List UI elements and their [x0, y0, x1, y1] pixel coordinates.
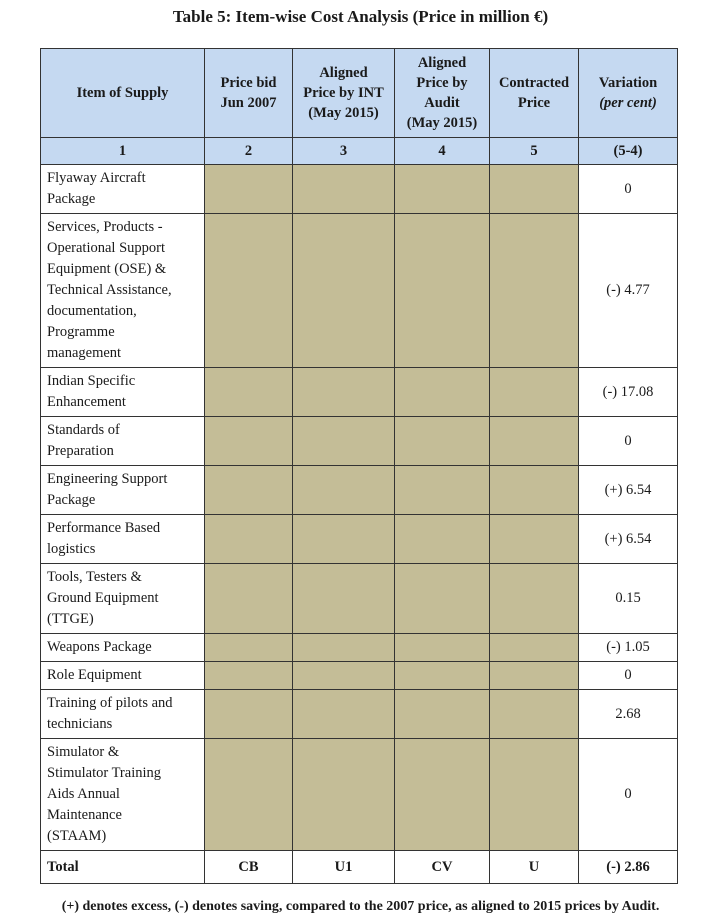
aligned-int-redacted-cell — [293, 165, 395, 214]
contracted-redacted-cell — [490, 662, 579, 690]
item-of-supply-cell — [41, 165, 205, 214]
contracted-redacted-cell — [490, 417, 579, 466]
table-row — [41, 634, 678, 662]
aligned-int-redacted-cell — [293, 466, 395, 515]
aligned-int-redacted-cell — [293, 214, 395, 368]
item-line: (STAAM) — [47, 828, 107, 844]
header-item-of-supply: Item of Supply — [41, 49, 205, 138]
variation-cell: (-) 4.77 — [579, 214, 678, 368]
header-price-bid: Price bid Jun 2007 — [205, 49, 293, 138]
item-of-supply-cell — [41, 564, 205, 634]
price-bid-redacted-cell — [205, 214, 293, 368]
item-line: Ground Equipment — [47, 590, 159, 606]
cost-analysis-table — [40, 48, 678, 884]
item-line: Engineering Support — [47, 471, 168, 487]
table-row — [41, 368, 678, 417]
item-line: Role Equipment — [47, 667, 142, 683]
contracted-redacted-cell — [490, 564, 579, 634]
contracted-redacted-cell — [490, 214, 579, 368]
contracted-redacted-cell — [490, 739, 579, 851]
total-price-bid: CB — [205, 851, 293, 884]
header-aligned-price-audit: Aligned Price by Audit (May 2015) — [395, 49, 490, 138]
table-row — [41, 165, 678, 214]
aligned-int-redacted-cell — [293, 515, 395, 564]
header-contracted-price: Contracted Price — [490, 49, 579, 138]
price-bid-redacted-cell — [205, 466, 293, 515]
variation-cell: 0 — [579, 739, 678, 851]
aligned-audit-redacted-cell — [395, 690, 490, 739]
table-row — [41, 417, 678, 466]
table-row — [41, 662, 678, 690]
item-line: Package — [47, 191, 96, 207]
aligned-int-redacted-cell — [293, 690, 395, 739]
item-of-supply-cell — [41, 417, 205, 466]
variation-cell: 0 — [579, 165, 678, 214]
variation-cell: 0 — [579, 662, 678, 690]
aligned-int-redacted-cell — [293, 368, 395, 417]
column-number: 5 — [490, 138, 579, 165]
item-line: Technical Assistance, — [47, 282, 172, 298]
table-row — [41, 466, 678, 515]
aligned-audit-redacted-cell — [395, 662, 490, 690]
item-line: Training of pilots and — [47, 695, 173, 711]
item-line: Indian Specific — [47, 373, 136, 389]
variation-cell: 2.68 — [579, 690, 678, 739]
item-line: Equipment (OSE) & — [47, 261, 167, 277]
aligned-int-redacted-cell — [293, 417, 395, 466]
item-of-supply-cell — [41, 368, 205, 417]
item-line: technicians — [47, 716, 113, 732]
item-line: (TTGE) — [47, 611, 94, 627]
aligned-audit-redacted-cell — [395, 214, 490, 368]
column-number: (5-4) — [579, 138, 678, 165]
table-row — [41, 739, 678, 851]
column-number: 4 — [395, 138, 490, 165]
contracted-redacted-cell — [490, 165, 579, 214]
variation-cell: 0 — [579, 417, 678, 466]
variation-cell: (-) 17.08 — [579, 368, 678, 417]
price-bid-redacted-cell — [205, 368, 293, 417]
price-bid-redacted-cell — [205, 662, 293, 690]
aligned-audit-redacted-cell — [395, 564, 490, 634]
item-line: Tools, Testers & — [47, 569, 142, 585]
aligned-audit-redacted-cell — [395, 739, 490, 851]
item-of-supply-cell — [41, 634, 205, 662]
item-of-supply-cell — [41, 739, 205, 851]
aligned-int-redacted-cell — [293, 634, 395, 662]
total-aligned-int: U1 — [293, 851, 395, 884]
header-aligned-price-int: Aligned Price by INT (May 2015) — [293, 49, 395, 138]
header-variation: Variation (per cent) — [579, 49, 678, 138]
price-bid-redacted-cell — [205, 690, 293, 739]
item-line: management — [47, 345, 122, 361]
item-of-supply-cell — [41, 214, 205, 368]
contracted-redacted-cell — [490, 368, 579, 417]
item-line: documentation, — [47, 303, 137, 319]
contracted-redacted-cell — [490, 466, 579, 515]
contracted-redacted-cell — [490, 515, 579, 564]
item-line: Preparation — [47, 443, 114, 459]
aligned-audit-redacted-cell — [395, 165, 490, 214]
price-bid-redacted-cell — [205, 515, 293, 564]
aligned-int-redacted-cell — [293, 564, 395, 634]
header-row — [41, 49, 678, 138]
item-of-supply-cell — [41, 466, 205, 515]
variation-cell: (+) 6.54 — [579, 466, 678, 515]
total-variation: (-) 2.86 — [579, 851, 678, 884]
total-label: Total — [41, 851, 205, 884]
price-bid-redacted-cell — [205, 564, 293, 634]
item-line: Package — [47, 492, 96, 508]
aligned-audit-redacted-cell — [395, 417, 490, 466]
item-line: Stimulator Training — [47, 765, 162, 781]
item-line: Programme — [47, 324, 115, 340]
aligned-audit-redacted-cell — [395, 368, 490, 417]
item-line: Enhancement — [47, 394, 126, 410]
item-of-supply-cell — [41, 662, 205, 690]
item-line: Maintenance — [47, 807, 122, 823]
aligned-int-redacted-cell — [293, 739, 395, 851]
item-line: Simulator & — [47, 744, 120, 760]
column-number: 2 — [205, 138, 293, 165]
price-bid-redacted-cell — [205, 165, 293, 214]
table-title: Table 5: Item-wise Cost Analysis (Price in million €) — [172, 7, 549, 26]
aligned-int-redacted-cell — [293, 662, 395, 690]
aligned-audit-redacted-cell — [395, 515, 490, 564]
table-row — [41, 564, 678, 634]
total-aligned-audit: CV — [395, 851, 490, 884]
variation-cell: (-) 1.05 — [579, 634, 678, 662]
total-contracted: U — [490, 851, 579, 884]
price-bid-redacted-cell — [205, 634, 293, 662]
variation-cell: (+) 6.54 — [579, 515, 678, 564]
footnote: (+) denotes excess, (-) denotes saving, compared to the 2007 price, as aligned to 2015 prices by Audit. — [61, 899, 660, 914]
item-line: Standards of — [47, 422, 120, 438]
item-of-supply-cell — [41, 515, 205, 564]
item-line: Aids Annual — [47, 786, 120, 802]
item-of-supply-cell — [41, 690, 205, 739]
aligned-audit-redacted-cell — [395, 466, 490, 515]
table-row — [41, 515, 678, 564]
price-bid-redacted-cell — [205, 739, 293, 851]
item-line: Flyaway Aircraft — [47, 170, 146, 186]
price-bid-redacted-cell — [205, 417, 293, 466]
table-row — [41, 214, 678, 368]
item-line: Weapons Package — [47, 639, 152, 655]
column-number: 1 — [41, 138, 205, 165]
table-row — [41, 690, 678, 739]
aligned-audit-redacted-cell — [395, 634, 490, 662]
column-number-row — [41, 138, 678, 165]
item-line: logistics — [47, 541, 96, 557]
item-line: Services, Products - — [47, 219, 163, 235]
column-number: 3 — [293, 138, 395, 165]
total-row — [41, 851, 678, 884]
contracted-redacted-cell — [490, 634, 579, 662]
contracted-redacted-cell — [490, 690, 579, 739]
item-line: Performance Based — [47, 520, 161, 536]
variation-cell: 0.15 — [579, 564, 678, 634]
item-line: Operational Support — [47, 240, 165, 256]
